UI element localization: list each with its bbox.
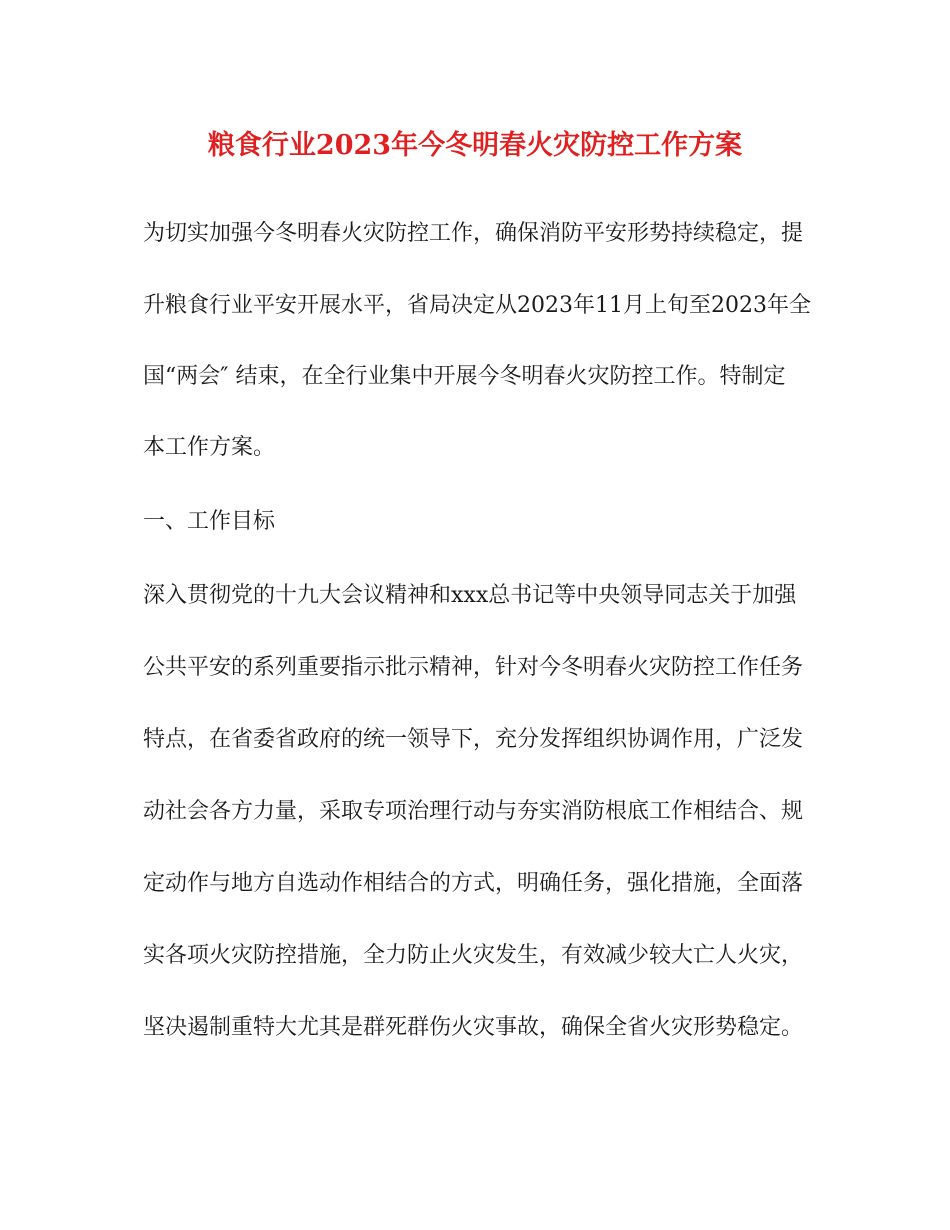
paragraph-line: 深入贯彻党的十九大会议精神和xxx总书记等中央领导同志关于加强 (143, 583, 797, 608)
paragraph-line: 升粮食行业平安开展水平，省局决定从2023年11月上旬至2023年全 (143, 293, 811, 318)
section-heading: 一、工作目标 (143, 509, 276, 534)
paragraph-line: 动社会各方力量，采取专项治理行动与夯实消防根底工作相结合、规 (143, 799, 804, 824)
paragraph-line: 国“两会″ 结束，在全行业集中开展今冬明春火灾防控工作。特制定 (143, 364, 786, 389)
paragraph-line: 实各项火灾防控措施，全力防止火灾发生，有效减少较大亡人火灾， (143, 943, 804, 968)
paragraph-line: 特点，在省委省政府的统一领导下，充分发挥组织协调作用，广泛发 (143, 727, 804, 752)
paragraph-line: 坚决遏制重特大尤其是群死群伤火灾事故，确保全省火灾形势稳定。 (143, 1015, 804, 1040)
paragraph-line: 定动作与地方自选动作相结合的方式，明确任务，强化措施，全面落 (143, 871, 804, 896)
paragraph-line: 为切实加强今冬明春火灾防控工作，确保消防平安形势持续稳定，提 (143, 221, 804, 246)
paragraph-line: 本工作方案。 (143, 435, 276, 460)
paragraph-line: 公共平安的系列重要指示批示精神，针对今冬明春火灾防控工作任务 (143, 655, 804, 680)
document-title: 粮食行业2023年今冬明春火灾防控工作方案 (207, 130, 743, 161)
